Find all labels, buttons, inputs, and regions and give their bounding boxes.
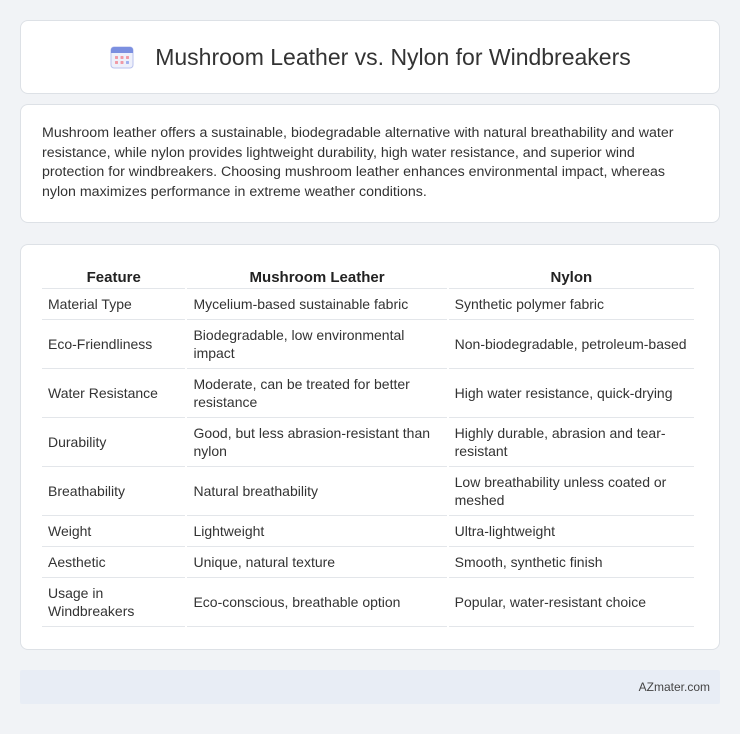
mushroom-cell: Mycelium-based sustainable fabric [187,289,446,320]
table-row [42,369,694,418]
feature-cell: Material Type [42,289,185,320]
feature-cell: Usage in Windbreakers [42,578,185,627]
table-row [42,467,694,516]
nylon-cell: Highly durable, abrasion and tear-resistant [449,418,694,467]
table-row [42,289,694,320]
feature-cell: Breathability [42,467,185,516]
table-row [42,516,694,547]
comparison-table [40,265,696,627]
nylon-cell: Ultra-lightweight [449,516,694,547]
mushroom-cell: Biodegradable, low environmental impact [187,320,446,369]
header-nylon: Nylon [449,265,694,289]
table-row [42,320,694,369]
nylon-cell: Non-biodegradable, petroleum-based [449,320,694,369]
summary-card [20,104,720,223]
feature-cell: Weight [42,516,185,547]
nylon-cell: Synthetic polymer fabric [449,289,694,320]
table-row [42,547,694,578]
header-feature: Feature [42,265,185,289]
calendar-icon [109,44,135,70]
mushroom-cell: Moderate, can be treated for better resistance [187,369,446,418]
mushroom-cell: Eco-conscious, breathable option [187,578,446,627]
feature-cell: Water Resistance [42,369,185,418]
feature-cell: Durability [42,418,185,467]
nylon-cell: Smooth, synthetic finish [449,547,694,578]
mushroom-cell: Natural breathability [187,467,446,516]
title-wrap [109,44,631,71]
mushroom-cell: Lightweight [187,516,446,547]
feature-cell: Aesthetic [42,547,185,578]
comparison-table-card [20,244,720,650]
title-card [20,20,720,94]
header-mushroom-leather: Mushroom Leather [187,265,446,289]
nylon-cell: Popular, water-resistant choice [449,578,694,627]
table-row [42,578,694,627]
footer-brand[interactable]: AZmater.com [638,680,710,694]
mushroom-cell: Good, but less abrasion-resistant than nylon [187,418,446,467]
nylon-cell: Low breathability unless coated or meshed [449,467,694,516]
mushroom-cell: Unique, natural texture [187,547,446,578]
feature-cell: Eco-Friendliness [42,320,185,369]
nylon-cell: High water resistance, quick-drying [449,369,694,418]
page-title: Mushroom Leather vs. Nylon for Windbreakers [155,43,631,70]
table-header-row [42,265,694,289]
table-row [42,418,694,467]
summary-text: Mushroom leather offers a sustainable, biodegradable alternative with natural breathability and water resistance, while nylon provides lightweight durability, high water resistance, and superior wind protection for windbreakers. Choosing mushroom leather enhances environmental impact, whereas nylon maximizes performance in extreme weather conditions. [42,125,674,200]
footer [20,670,720,704]
